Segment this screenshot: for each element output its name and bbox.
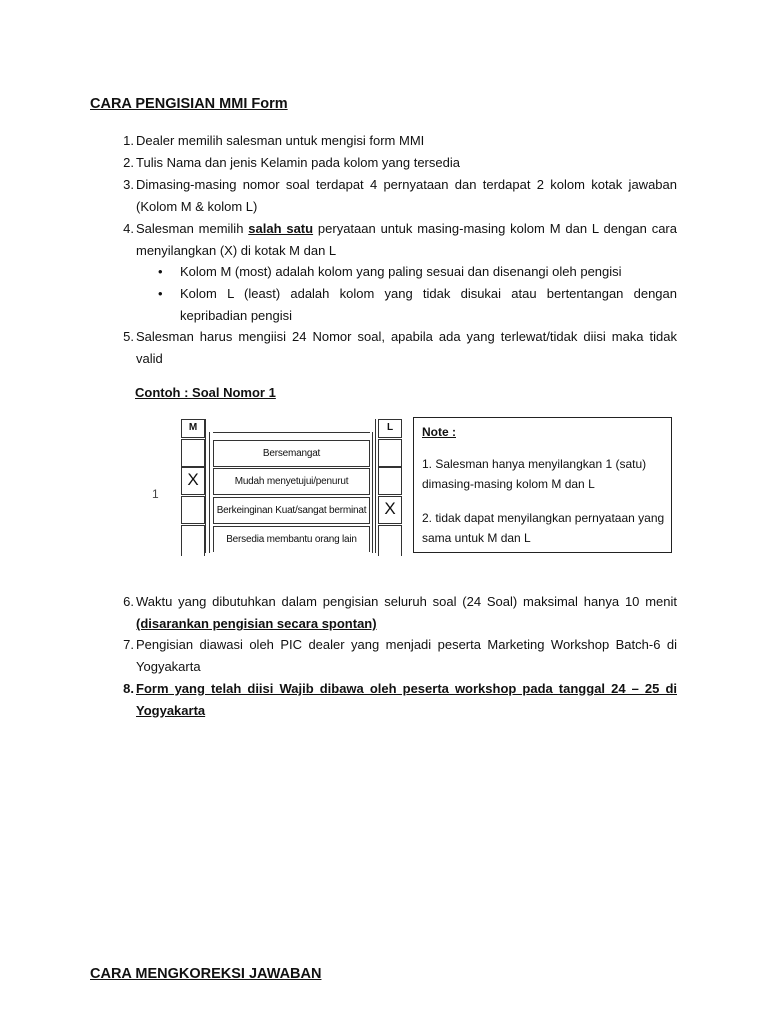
column-m-label: M [188, 422, 198, 433]
list-text [136, 591, 677, 635]
emphasis-text: salah satu [248, 221, 314, 236]
emphasis-text: (disarankan pengisian secara spontan) [136, 615, 377, 631]
list-number: 7. [123, 637, 134, 652]
list-number: 2. [123, 155, 134, 170]
text-run: Waktu yang dibutuhkan dalam pengisian seluruh soal (24 Soal) maksimal hanya 10 menit [136, 594, 677, 609]
text-run: Salesman memilih [136, 221, 249, 236]
list-number: 6. [123, 594, 134, 609]
list-text [136, 218, 677, 262]
list-text: Tulis Nama dan jenis Kelamin pada kolom yang tersedia [136, 155, 460, 170]
statement-row: Berkeinginan Kuat/sangat berminat [213, 497, 370, 524]
cross-mark-l: X [384, 499, 396, 518]
page-title: CARA PENGISIAN MMI Form [90, 96, 288, 112]
list-number: 1. [123, 133, 134, 148]
list-text: Dealer memilih salesman untuk mengisi form MMI [136, 133, 425, 148]
list-number: 5. [123, 329, 134, 344]
list-number: 4. [123, 221, 134, 236]
list-text: Dimasing-masing nomor soal terdapat 4 pernyataan dan terdapat 2 kolom kotak jawaban (Kolom M & kolom L) [136, 177, 677, 214]
cross-mark-m: X [187, 470, 199, 489]
statement-row: Bersedia membantu orang lain [213, 526, 370, 552]
note-title: Note : [422, 425, 456, 439]
answer-box-m[interactable] [181, 525, 205, 556]
list-number: 8. [123, 681, 134, 696]
bullet-text: Kolom L (least) adalah kolom yang tidak disukai atau bertentangan dengan kepribadian pengisi [180, 286, 677, 323]
answer-box-m[interactable] [181, 496, 205, 524]
column-m-header [181, 419, 205, 438]
answer-box-l[interactable] [378, 525, 402, 556]
question-number: 1 [152, 487, 159, 501]
statement-row: Bersemangat [213, 440, 370, 467]
bullet-icon: • [158, 264, 163, 279]
text-run: peryataan untuk masing-masing kolom M dan L dengan cara menyilangkan (X) di kotak M dan L [136, 221, 677, 258]
answer-box-l[interactable] [378, 496, 402, 524]
list-text: Salesman harus mengiisi 24 Nomor soal, apabila ada yang terlewat/tidak diisi maka tidak valid [136, 329, 677, 366]
column-divider [209, 432, 210, 553]
answer-box-l[interactable] [378, 467, 402, 495]
example-heading: Contoh : Soal Nomor 1 [135, 385, 276, 400]
answer-box-m[interactable] [181, 467, 205, 495]
bullet-icon: • [158, 286, 163, 301]
list-text: Form yang telah diisi Wajib dibawa oleh peserta workshop pada tanggal 24 – 25 di Yogyakarta [136, 681, 677, 718]
note-box [413, 417, 672, 553]
list-number: 3. [123, 177, 134, 192]
section-title: CARA MENGKOREKSI JAWABAN [90, 966, 322, 982]
note-text: 2. tidak dapat menyilangkan pernyataan yang sama untuk M dan L [422, 511, 665, 545]
column-l-header [378, 419, 402, 438]
list-text: Pengisian diawasi oleh PIC dealer yang menjadi peserta Marketing Workshop Batch-6 di Yogyakarta [136, 637, 677, 674]
answer-box-l[interactable] [378, 439, 402, 467]
column-l-label: L [386, 422, 394, 433]
note-text: 1. Salesman hanya menyilangkan 1 (satu) dimasing-masing kolom M dan L [422, 457, 647, 491]
answer-box-m[interactable] [181, 439, 205, 467]
column-divider [375, 419, 376, 553]
statements-top-rule [213, 432, 370, 433]
statement-row: Mudah menyetujui/penurut [213, 468, 370, 495]
column-divider [205, 419, 206, 553]
column-divider [372, 432, 373, 553]
bullet-text: Kolom M (most) adalah kolom yang paling sesuai dan disenangi oleh pengisi [180, 264, 622, 279]
